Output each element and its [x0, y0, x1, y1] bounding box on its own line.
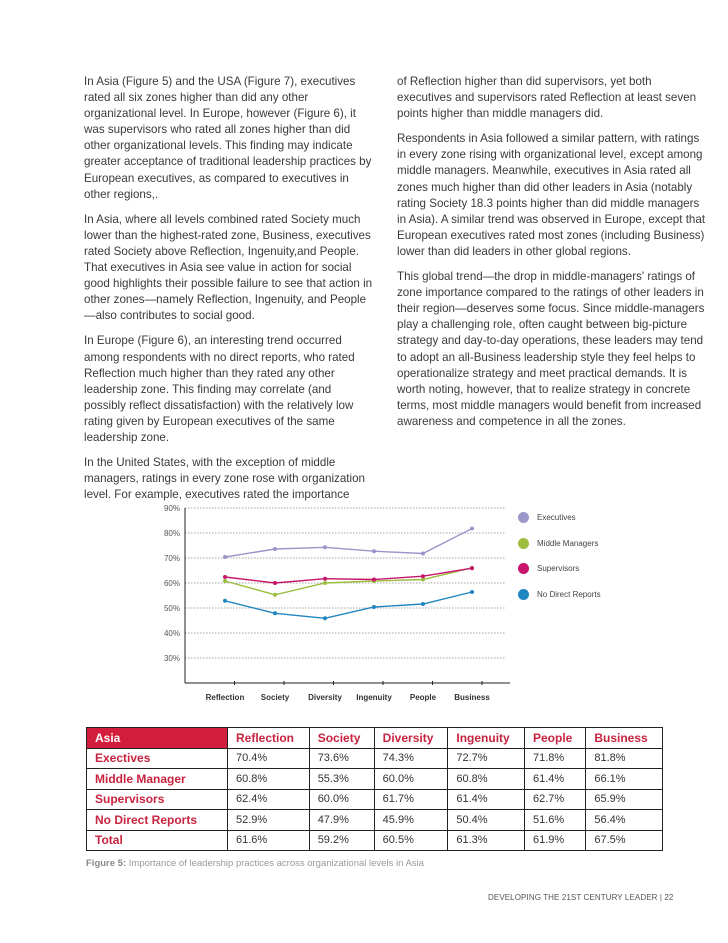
table-row [87, 748, 663, 769]
table-cell: 62.4% [228, 789, 310, 810]
table-cell: 61.9% [524, 830, 585, 851]
y-tick-label: 90% [163, 504, 180, 513]
table-corner-header: Asia [87, 728, 228, 749]
table-cell: 61.3% [448, 830, 525, 851]
column-header: Diversity [374, 728, 448, 749]
table-cell: 59.2% [309, 830, 374, 851]
paragraph: In the United States, with the exception of middle managers, ratings in every zone rose with organization level. For example, executives rated the importance [84, 456, 365, 502]
data-point-marker [323, 616, 327, 620]
chart-legend [518, 505, 601, 607]
data-point-marker [323, 581, 327, 585]
data-point-marker [323, 545, 327, 549]
data-point-marker [223, 555, 227, 559]
data-point-marker [470, 590, 474, 594]
paragraph: of Reflection higher than did supervisors, yet both executives and supervisors rated Reflection at least seven points higher than middle managers did. [397, 75, 697, 121]
data-point-marker [273, 593, 277, 597]
column-header: Society [309, 728, 374, 749]
table-cell: 65.9% [586, 789, 663, 810]
figure-caption [86, 858, 424, 869]
data-point-marker [273, 581, 277, 585]
table-cell: 45.9% [374, 810, 448, 831]
row-label: Supervisors [87, 789, 228, 810]
table-cell: 71.8% [524, 748, 585, 769]
data-point-marker [273, 611, 277, 615]
paragraph: In Asia (Figure 5) and the USA (Figure 7), executives rated all six zones higher than did any other organizational level. In Europe, however (Figure 6), it was supervisors who rated all zones higher than did other organizational levels. This finding may indicate greater acceptance of traditional leadership practices by European executives, as compared to executives in other regions,. [84, 75, 372, 201]
left-text-column [84, 74, 376, 512]
table-cell: 60.0% [374, 769, 448, 790]
legend-dot-icon [518, 538, 529, 549]
y-tick-label: 30% [163, 654, 180, 663]
y-tick-label: 50% [163, 604, 180, 613]
column-header: Ingenuity [448, 728, 525, 749]
table-cell: 74.3% [374, 748, 448, 769]
row-label: Middle Manager [87, 769, 228, 790]
legend-label: Middle Managers [537, 538, 599, 548]
footer-title: DEVELOPING THE 21ST CENTURY LEADER [488, 893, 658, 902]
paragraph: Respondents in Asia followed a similar pattern, with ratings in every zone rising with organizational level, except among middle managers. Meanwhile, executives in Asia rated all zones much higher than did other leaders in Asia (notably rating Society 18.3 points higher than did middle managers in Asia). A similar trend was observed in Europe, except that European executives rated most zones (including Business) lower than did leaders in other global regions. [397, 132, 706, 258]
data-point-marker [372, 578, 376, 582]
figure-number: Figure 5: [86, 858, 127, 869]
table-cell: 70.4% [228, 748, 310, 769]
table-cell: 81.8% [586, 748, 663, 769]
data-point-marker [223, 599, 227, 603]
table-cell: 61.4% [448, 789, 525, 810]
table-cell: 61.7% [374, 789, 448, 810]
table-cell: 60.8% [448, 769, 525, 790]
table-cell: 72.7% [448, 748, 525, 769]
legend-dot-icon [518, 563, 529, 574]
x-tick-label: Ingenuity [356, 693, 392, 702]
table-cell: 60.0% [309, 789, 374, 810]
paragraph: This global trend—the drop in middle-managers' ratings of zone importance compared to the ratings of other leaders in their region—deserves some focus. Since middle-managers play a challenging role, often caught between big-picture strategy and day-to-day operations, these leaders may tend to adopt an all-Business leadership style they feel helps to operationalize strategy and meet practical demands. It is worth noting, however, that to realize strategy in concrete terms, most middle managers would benefit from increased awareness and competence in all the zones. [397, 270, 705, 428]
table-cell: 51.6% [524, 810, 585, 831]
data-point-marker [372, 605, 376, 609]
column-header: Business [586, 728, 663, 749]
table-row [87, 830, 663, 851]
paragraph: In Europe (Figure 6), an interesting trend occurred among respondents with no direct reports, who rated Reflection much higher than they rated any other leadership zone. This finding may correlate (and possibly reflect dissatisfaction) with the relatively low rating given by European executives of the same leadership zone. [84, 334, 355, 444]
asia-data-table [86, 727, 663, 851]
table-cell: 50.4% [448, 810, 525, 831]
legend-item-no-direct-reports [518, 582, 601, 608]
data-point-marker [223, 579, 227, 583]
column-header: Reflection [228, 728, 310, 749]
legend-label: No Direct Reports [537, 589, 601, 599]
data-point-marker [470, 527, 474, 531]
row-label: Exectives [87, 748, 228, 769]
x-tick-label: People [409, 693, 437, 702]
table-cell: 61.4% [524, 769, 585, 790]
table-cell: 60.5% [374, 830, 448, 851]
caption-text: Importance of leadership practices across organizational levels in Asia [126, 858, 424, 869]
table-cell: 55.3% [309, 769, 374, 790]
data-point-marker [421, 552, 425, 556]
table-cell: 60.8% [228, 769, 310, 790]
data-point-marker [323, 577, 327, 581]
paragraph: In Asia, where all levels combined rated Society much lower than the highest-rated zone, Business, executives rated Society above Reflection, Ingenuity,and People. That executives in Asia see value in action for social good highlights their possible failure to see that action in other zones—namely Reflection, Ingenuity, and People—also contributes to social good. [84, 212, 373, 323]
table-cell: 67.5% [586, 830, 663, 851]
legend-item-executives [518, 505, 601, 531]
table-row [87, 769, 663, 790]
table-cell: 56.4% [586, 810, 663, 831]
right-text-column [397, 74, 709, 439]
x-tick-label: Business [454, 693, 490, 702]
table-cell: 73.6% [309, 748, 374, 769]
table-row [87, 789, 663, 810]
legend-item-middle-managers [518, 531, 601, 557]
data-point-marker [421, 574, 425, 578]
page-number: 22 [664, 893, 674, 902]
x-tick-label: Diversity [308, 693, 342, 702]
table-cell: 62.7% [524, 789, 585, 810]
column-header: People [524, 728, 585, 749]
page-footer [488, 893, 673, 902]
data-point-marker [273, 547, 277, 551]
legend-dot-icon [518, 589, 529, 600]
row-label: No Direct Reports [87, 810, 228, 831]
data-point-marker [372, 549, 376, 553]
table-cell: 47.9% [309, 810, 374, 831]
table-cell: 66.1% [586, 769, 663, 790]
x-tick-label: Reflection [205, 693, 245, 702]
series-line [225, 568, 472, 583]
y-tick-label: 70% [163, 554, 180, 563]
y-tick-label: 60% [163, 579, 180, 588]
table-cell: 61.6% [228, 830, 310, 851]
chart-plot [150, 495, 510, 710]
row-label: Total [87, 830, 228, 851]
table-header-row [87, 728, 663, 749]
legend-item-supervisors [518, 556, 601, 582]
legend-label: Supervisors [537, 564, 580, 574]
table-cell: 52.9% [228, 810, 310, 831]
legend-label: Executives [537, 513, 576, 523]
footer-separator: | [659, 893, 663, 902]
y-tick-label: 40% [163, 629, 180, 638]
legend-dot-icon [518, 512, 529, 523]
data-point-marker [470, 566, 474, 570]
y-tick-label: 80% [163, 529, 180, 538]
data-point-marker [421, 602, 425, 606]
series-line [225, 592, 472, 618]
x-tick-label: Society [260, 693, 290, 702]
table-row [87, 810, 663, 831]
data-point-marker [223, 575, 227, 579]
